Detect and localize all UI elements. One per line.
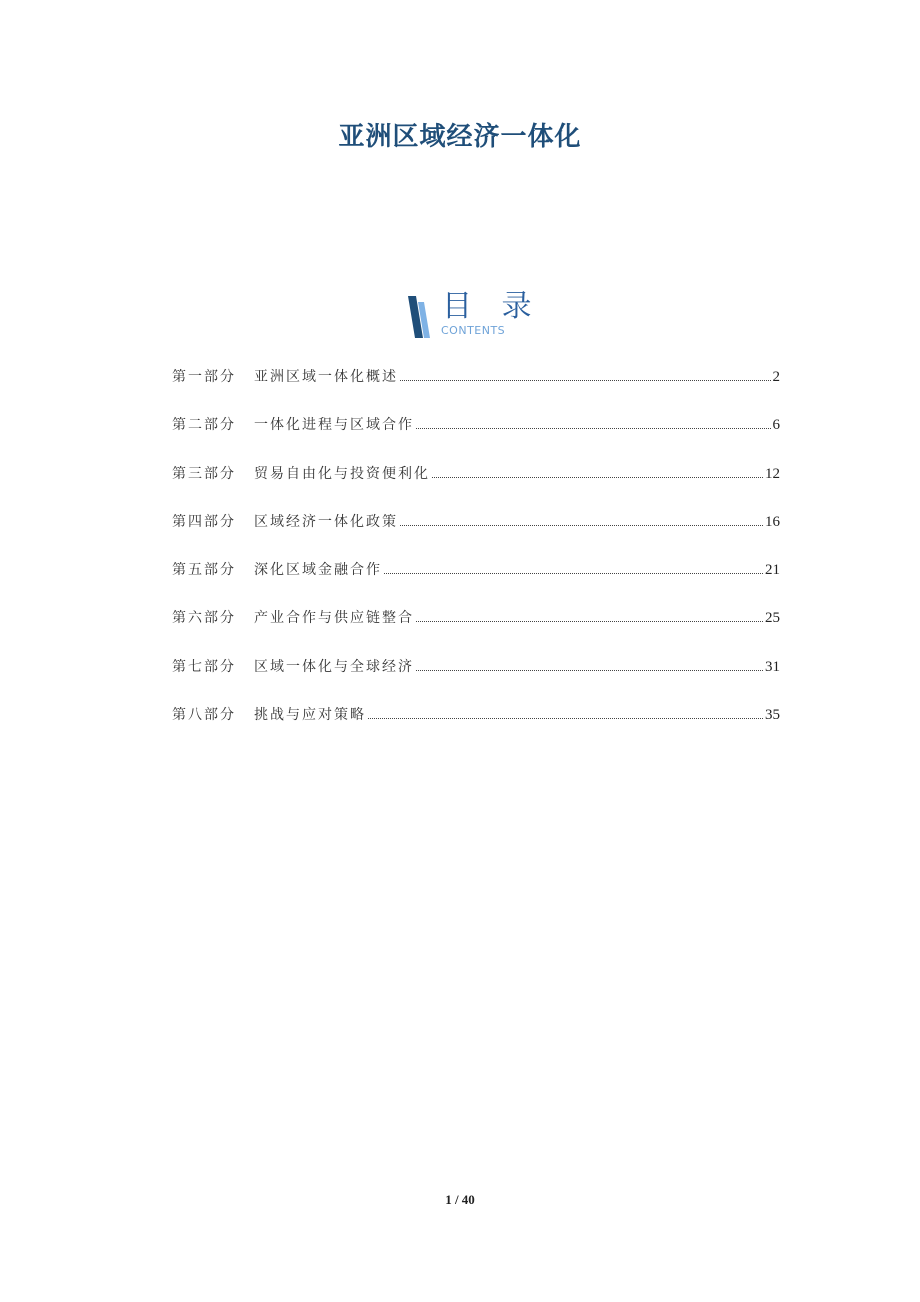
toc-dot-leader [416,428,771,429]
toc-dot-leader [416,670,763,671]
toc-dot-leader [400,380,771,381]
toc-item[interactable] [172,414,780,462]
toc-item-title: 亚洲区域一体化概述 [254,369,398,385]
toc-header [406,289,542,340]
toc-part-label: 第四部分 [172,513,236,530]
toc-dot-leader [368,718,763,719]
toc-dot-leader [416,621,763,622]
page-indicator: 1 / 40 [445,1192,475,1207]
toc-item-title: 深化区域金融合作 [254,562,382,579]
toc-part-label: 第六部分 [172,610,236,627]
toc-page-number: 31 [765,658,780,675]
toc-page-number: 16 [765,513,780,530]
toc-subheading: CONTENTS [441,324,506,337]
toc-page-number: 2 [772,369,780,385]
toc-dot-leader [384,573,763,574]
toc-page-number: 25 [765,610,780,627]
toc-item-title: 一体化进程与区域合作 [254,417,414,434]
document-title: 亚洲区域经济一体化 [338,122,582,152]
toc-item[interactable] [172,559,780,607]
toc-dot-leader [432,477,763,478]
toc-item[interactable] [172,366,780,414]
toc-part-label: 第八部分 [172,707,236,724]
toc-item-title: 区域经济一体化政策 [254,513,398,530]
toc-dot-leader [400,525,763,526]
toc-part-label: 第一部分 [172,369,236,385]
toc-page-number: 21 [765,562,780,579]
toc-item[interactable] [172,511,780,559]
toc-item[interactable] [172,463,780,511]
toc-part-label: 第二部分 [172,417,236,434]
toc-item-title: 贸易自由化与投资便利化 [254,465,430,482]
toc-list [172,366,780,752]
toc-item-title: 区域一体化与全球经济 [254,658,414,675]
toc-item[interactable] [172,607,780,655]
toc-item-title: 挑战与应对策略 [254,707,366,724]
toc-item[interactable] [172,656,780,704]
book-stripe-icon [406,296,432,338]
toc-page-number: 6 [772,417,780,434]
toc-item-title: 产业合作与供应链整合 [254,610,414,627]
toc-page-number: 35 [765,707,780,724]
toc-part-label: 第七部分 [172,658,236,675]
toc-part-label: 第三部分 [172,465,236,482]
toc-page-number: 12 [765,465,780,482]
toc-heading: 目 录 [442,289,542,324]
toc-item[interactable] [172,704,780,752]
toc-part-label: 第五部分 [172,562,236,579]
